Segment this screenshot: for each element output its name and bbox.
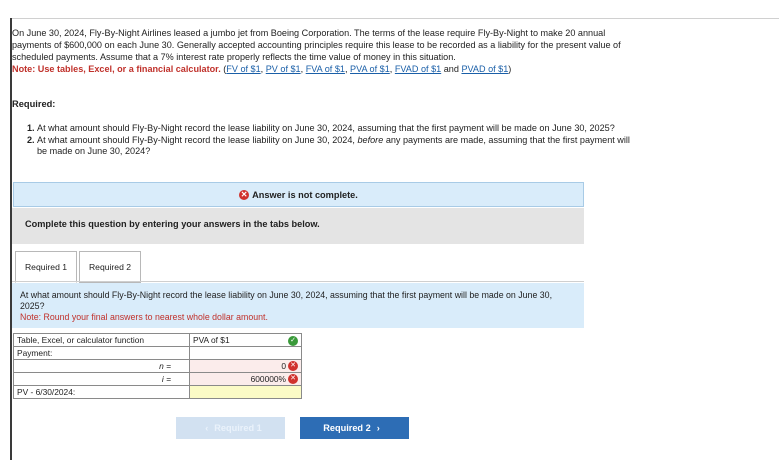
- link-fv-of-1[interactable]: FV of $1: [226, 64, 261, 74]
- question-2-text: [37, 135, 642, 158]
- link-pv-of-1[interactable]: PV of $1: [265, 64, 301, 74]
- n-input[interactable]: [190, 360, 302, 373]
- calculation-table: [13, 333, 302, 399]
- chevron-left-icon: ‹: [205, 423, 209, 433]
- and-text: and: [443, 64, 459, 74]
- comma: ,: [344, 64, 348, 74]
- error-x-icon: ✕: [240, 189, 248, 199]
- frame-top-border: [10, 18, 779, 19]
- question-2-emphasis: before: [357, 134, 384, 145]
- function-header-label: Table, Excel, or calculator function: [14, 334, 190, 347]
- panel-question-text: At what amount should Fly-By-Night record the lease liability on June 30, 2024, assuming that the first payment will be made on June 30, 2025?: [20, 290, 553, 311]
- prev-button-label: Required 1: [214, 423, 262, 433]
- i-input[interactable]: [190, 373, 302, 386]
- pv-label: PV - 6/30/2024:: [14, 386, 190, 399]
- prev-required-1-button[interactable]: [176, 417, 285, 439]
- question-2-number: 2.: [27, 134, 35, 145]
- required-questions: [27, 123, 642, 158]
- question-panel: [12, 283, 584, 328]
- payment-row: [14, 347, 302, 360]
- link-fva-of-1[interactable]: FVA of $1: [305, 64, 345, 74]
- tab-divider: [12, 281, 584, 282]
- next-required-2-button[interactable]: [300, 417, 409, 439]
- function-header-value: PVA of $1: [193, 334, 230, 345]
- payment-input[interactable]: [190, 347, 302, 360]
- tab-required-1[interactable]: Required 1: [15, 251, 77, 283]
- question-1: [27, 123, 642, 135]
- comma: ,: [389, 64, 393, 74]
- n-label: n =: [14, 360, 190, 373]
- answer-status-text: Answer is not complete.: [252, 189, 358, 200]
- instruction-banner: [12, 208, 584, 244]
- comma: ,: [260, 64, 264, 74]
- chevron-right-icon: ›: [376, 423, 380, 433]
- table-header-row: [14, 334, 302, 347]
- i-label: i =: [14, 373, 190, 386]
- required-heading: Required:: [12, 99, 56, 109]
- intro-paragraph: On June 30, 2024, Fly-By-Night Airlines leased a jumbo jet from Boeing Corporation. The terms of the lease require Fly-By-Night to make 20 annual payments of $600,000 on each June 30. Generally accepted accounting principles require this lease to be recorded as a liability for the present value of scheduled payments. Assume that a 7% interest rate properly reflects the time value of money in this situation.: [12, 28, 621, 62]
- comma: ,: [300, 64, 304, 74]
- error-x-icon: ✕: [288, 374, 298, 384]
- next-button-label: Required 2: [323, 423, 371, 433]
- close-paren: ): [508, 64, 512, 74]
- note-label: Note: Use tables, Excel, or a financial calculator.: [12, 64, 221, 74]
- instruction-text: Complete this question by entering your answers in the tabs below.: [25, 219, 320, 229]
- tab-required-2[interactable]: Required 2: [79, 251, 141, 283]
- i-row: [14, 373, 302, 386]
- check-icon: ✓: [288, 336, 298, 346]
- panel-note: Note: Round your final answers to nearest whole dollar amount.: [20, 312, 268, 322]
- table-links-note: [12, 63, 637, 75]
- n-row: [14, 360, 302, 373]
- payment-label: Payment:: [14, 347, 190, 360]
- link-pvad-of-1[interactable]: PVAD of $1: [461, 64, 509, 74]
- link-fvad-of-1[interactable]: FVAD of $1: [394, 64, 442, 74]
- pv-input[interactable]: [190, 386, 302, 399]
- link-pva-of-1[interactable]: PVA of $1: [350, 64, 390, 74]
- i-value: 600000%: [250, 373, 286, 384]
- question-2: [27, 135, 642, 158]
- open-paren: (: [223, 64, 227, 74]
- function-header-cell[interactable]: [190, 334, 302, 347]
- problem-intro: [12, 27, 637, 75]
- pv-row: [14, 386, 302, 399]
- error-x-icon: ✕: [288, 361, 298, 371]
- n-value: 0: [281, 360, 286, 371]
- question-2-pre: At what amount should Fly-By-Night record the lease liability on June 30, 2024,: [37, 134, 355, 145]
- answer-status-banner: [13, 182, 584, 207]
- question-2-post: any payments are made, assuming that the first payment will be made on June 30, 2024?: [37, 134, 630, 157]
- question-1-number: 1.: [27, 123, 35, 133]
- question-1-text: At what amount should Fly-By-Night record the lease liability on June 30, 2024, assuming that the first payment will be made on June 30, 2025?: [37, 123, 615, 133]
